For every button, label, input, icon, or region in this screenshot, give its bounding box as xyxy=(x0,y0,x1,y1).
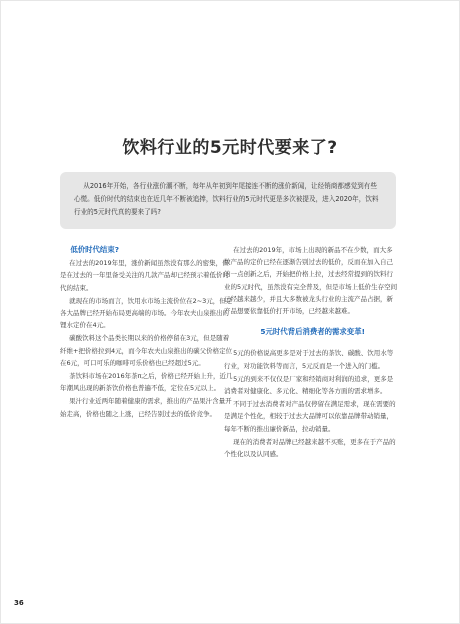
paragraph: 果汁行业近两年随着健康的需求，推出的产品果汁含量开始走高，价格也随之上涨，已经告别过去的低价竞争。 xyxy=(60,397,232,418)
paragraph: 5元的到来不仅仅是厂家和经销商对利润的追求，更多是消费者对健康化、多元化、精细化等各方面的需求增多。 xyxy=(224,374,394,396)
paragraph: 不同于过去消费者对产品仅停留在满足需求，现在需要的是满足个性化，相较于过去大品牌可以依靠品牌带动销量，每年不断的推出廉价新品，拉动销量。 xyxy=(224,400,396,433)
paragraph: 碳酸饮料这个品类长期以来的价格停留在3元，但是随着纤维+把价格拉到4元，而今年农夫山泉推出的碳父价格定位在6元，可口可乐的咖啡可乐价格也已经超过5元。 xyxy=(60,334,233,367)
intro-box: 从2016年开始，各行业涨价潮不断，每年从年初到年尾接连不断的涨价新闻，让经销商都感觉到有些心慌。低价时代的结束也在近几年不断被追捧，饮料行业的5元时代更是多次被提及，进入2020年，饮料行业的5元时代真的要来了吗? xyxy=(60,172,396,229)
paragraph: 在过去的2019年里，涨价新闻虽然没有那么的密集，但是在过去的一年里备受关注的几款产品却已经预示着低价时代的结束。 xyxy=(60,259,229,292)
paragraph: 茶饮料市场在2016年茶π之后，价格已经开始上升，近几年潮风出现的新茶饮价格也普遍不低，定位在5元以上。 xyxy=(60,372,233,393)
paragraph: 在过去的2019年，市场上出现的新品不在少数，而大多数产品的定价已经在逐渐告别过去的低价，反而在加入自己的一点创新之后，开始把价格上拉，过去经常提到的饮料行业的5元时代，虽然没有完全普及，但是市场上低价生存空间已经越来越少，并且大多数被龙头行业的主流产品占据，新产品想要依靠低价打开市场，已经越来越难。 xyxy=(224,246,398,316)
article-title: 饮料行业的5元时代要来了? xyxy=(122,138,338,158)
section-heading-low-price: 低价时代结束? xyxy=(70,245,119,254)
paragraph: 5元的价格说高更多是对于过去的茶饮、碳酸、饮用水等行业，对功能饮料等而言，5元反而是一个进入的门槛。 xyxy=(224,349,394,370)
left-column xyxy=(60,244,235,421)
section-heading-consumer-demand: 5元时代背后消费者的需求变革! xyxy=(260,327,365,337)
right-column xyxy=(224,244,399,461)
paragraph: 就现在的市场而言，饮用水市场主流价位在2~3元，但是各大品牌已经开始布局更高端的市场。今年农夫山泉推出的锂水定价在4元。 xyxy=(60,296,233,330)
page-number: 36 xyxy=(14,599,24,607)
paragraph: 现在的消费者对品牌已经越来越不买账，更多在于产品的个性化以及认同感。 xyxy=(224,437,396,459)
